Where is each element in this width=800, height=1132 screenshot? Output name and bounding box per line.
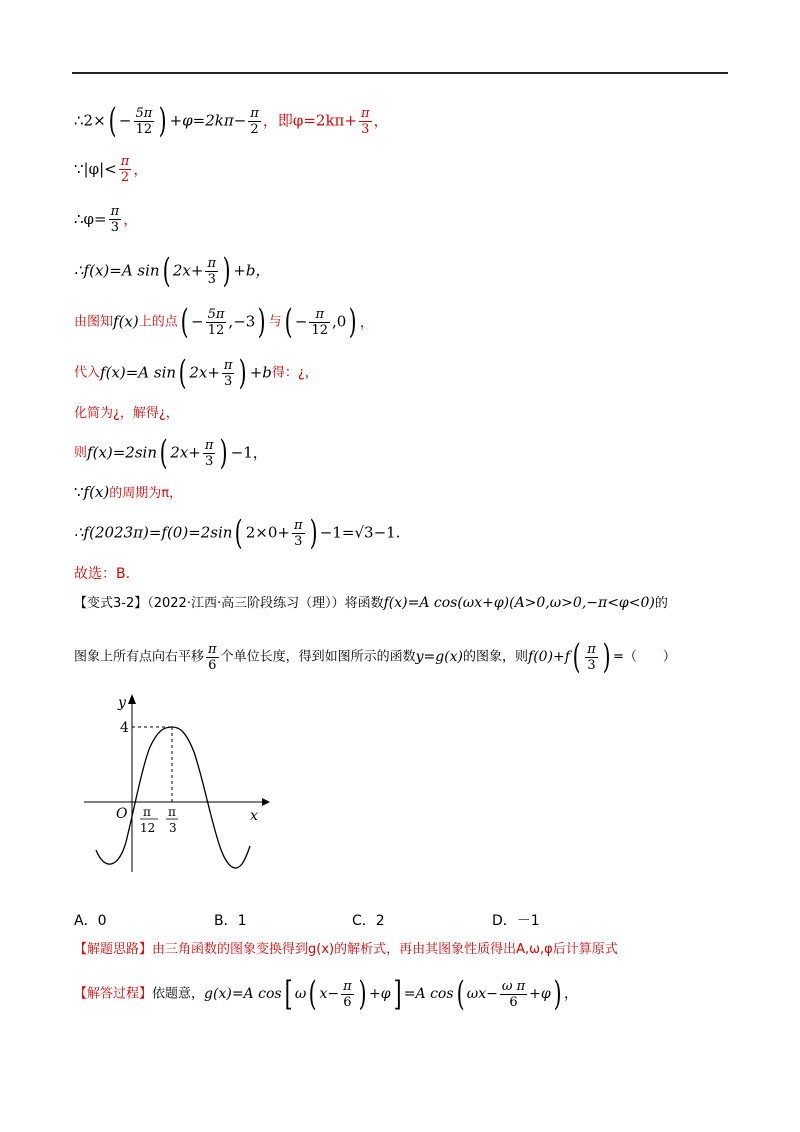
solution-text: f(x)=A sin [100, 363, 177, 382]
fraction: $\frac{\pi}{6}$ [208, 641, 217, 673]
fraction: $\frac{\pi}{3}$ [293, 517, 303, 549]
solution-red-text: ， [359, 312, 375, 331]
header-rule [72, 72, 728, 74]
fraction: $\frac{\pi}{3}$ [204, 437, 214, 469]
x-tick2-den: 3 [169, 821, 177, 835]
solution-text: ∴φ= [74, 210, 107, 228]
fraction: $\frac{\pi}{2}$ [250, 105, 259, 137]
solution-red-text: ， [133, 160, 149, 178]
solution-line-5: 由图知f(x)上的点( − $\frac{5\pi}{12}$ ,−3) 与( − $\frac{\pi}{12}$ ,0) ， [74, 302, 375, 342]
thought-line [74, 943, 618, 956]
solution-text: 2x+ [170, 443, 201, 462]
solution-red-text: 由图知 [74, 314, 114, 330]
choice-d[interactable]: D．－1 [492, 913, 540, 929]
fraction: $\frac{\pi}{3}$ [587, 641, 596, 673]
thought-tag: 【解题思路】 [74, 942, 153, 957]
solution-line-1: ∴2×( − $\frac{5\pi}{12}$ ) +φ=2kπ− $\frac{\pi}{2}$ ，即φ=2kπ+ $\frac{\pi}{3}$ ， [74, 101, 389, 141]
choice-a[interactable]: A．0 [74, 913, 107, 929]
variant-text: 个单位长度，得到如图所示的函数 [220, 649, 416, 665]
variant-function: f(x)=A cos(ωx+φ)(A>0,ω>0,−π<φ<0) [383, 595, 655, 611]
solution-text: +b， [233, 261, 271, 280]
fraction: $\frac{\pi}{2}$ [120, 154, 130, 185]
solution-line-6: 代入f(x)=A sin( 2x+ $\frac{\pi}{3}$ ) +b得：¿， [74, 353, 318, 393]
fraction: $\frac{\pi}{6}$ [343, 978, 352, 1010]
fraction: $\frac{\pi}{3}$ [223, 357, 233, 389]
sine-curve [96, 727, 250, 868]
variant-line-1 [74, 596, 668, 610]
process-math: ω [294, 986, 307, 1002]
solution-line-3 [74, 205, 138, 234]
solution-text: −1=√3−1. [319, 523, 401, 542]
solution-text: 2x+ [172, 261, 204, 280]
y-axis-label: y [118, 695, 126, 711]
variant-text: 图象上所有点向右平移 [74, 649, 205, 665]
fraction: $\frac{\pi}{3}$ [110, 204, 120, 235]
variant-text: 的图象，则 [463, 649, 529, 665]
process-math: +φ [529, 986, 551, 1002]
process-text: ， [563, 986, 578, 1002]
solution-text: 2×0+ [245, 523, 290, 542]
function-graph [74, 692, 274, 882]
solution-text: ∴f(2023π)=f(0)=2sin [74, 523, 233, 542]
variant-line-2: 图象上所有点向右平移 $\frac{\pi}{6}$ 个单位长度，得到如图所示的函数y=g(x)的图象，则f(0)+f( $\frac{\pi}{3}$ ) =（ ） [74, 637, 676, 677]
fraction: $\frac{\text{ω π}}{6}$ [501, 978, 526, 1010]
solution-text: ,0 [331, 312, 347, 331]
variant-text: y=g(x) [415, 649, 463, 665]
answer-line: 故选：B. [74, 566, 131, 582]
y-axis-arrow-icon [128, 694, 136, 704]
fraction: $\frac{5\pi}{12}$ [135, 105, 153, 137]
solution-text: f(x) [113, 312, 139, 331]
solution-text: −1， [230, 443, 268, 462]
solution-red-text: 得：¿， [271, 365, 318, 381]
x-axis-label: x [250, 808, 258, 824]
solution-red-text: ， [123, 210, 139, 228]
solution-red-text: 与 [268, 314, 282, 330]
variant-tag: 【变式3-2】 [74, 596, 148, 611]
solution-line-10: ∴f(2023π)=f(0)=2sin( 2×0+ $\frac{\pi}{3}$ ) −1=√3−1. [74, 513, 401, 553]
solution-text: ,−3 [228, 312, 256, 331]
variant-text: =（ ） [613, 649, 676, 665]
solution-text: f(x)=2sin [87, 443, 157, 462]
solution-red-text: 则 [74, 445, 88, 461]
thought-text: 由三角函数的图象变换得到g(x)的解析式，再由其图象性质得出A,ω,φ后计算原式 [152, 942, 618, 957]
solution-line-9 [74, 485, 182, 500]
x-axis-arrow-icon [262, 798, 270, 806]
process-tag: 【解答过程】 [74, 986, 153, 1002]
choice-c[interactable]: C．2 [352, 913, 385, 929]
solution-line-4: ∴f(x)=A sin( 2x+ $\frac{\pi}{3}$ ) +b， [74, 251, 271, 291]
fraction: $\frac{\pi}{3}$ [207, 255, 216, 287]
solution-text: ∴2× [74, 111, 106, 130]
solution-text: ∵|φ|< [74, 160, 117, 178]
solution-red-text: 的周期为π， [109, 486, 183, 501]
solution-red-text: ，即φ=2kπ+ [262, 111, 357, 130]
solution-text: +b [249, 363, 272, 382]
process-math: =A cos [403, 986, 454, 1002]
variant-source: （2022·江西·高三阶段练习（理））将函数 [147, 596, 384, 611]
solution-text: +φ=2kπ− [169, 111, 247, 130]
solution-line-8: 则f(x)=2sin( 2x+ $\frac{\pi}{3}$ ) −1， [74, 433, 268, 473]
solution-text: ∵ [74, 483, 84, 501]
variant-text: f(0)+f [528, 649, 570, 665]
x-tick1-den: 12 [140, 821, 156, 835]
solution-text: ∴f(x)=A sin [74, 261, 160, 280]
process-math: ωx− [466, 986, 498, 1002]
solution-red-text: ， [373, 111, 389, 130]
solution-red-text: 上的点 [138, 314, 178, 330]
process-math: +φ [368, 986, 391, 1002]
fraction: $\frac{5\pi}{12}$ [207, 306, 225, 338]
solution-line-7 [74, 405, 179, 420]
choice-b[interactable]: B．1 [214, 913, 247, 929]
process-text: 依题意， [152, 986, 205, 1002]
x-tick2-num: π [168, 805, 176, 819]
fraction: $\frac{\pi}{3}$ [360, 105, 370, 137]
solution-line-2 [74, 155, 148, 184]
solution-red-text: 化简为¿，解得¿， [74, 406, 179, 421]
process-math: g(x)=A cos [204, 986, 282, 1002]
variant-text: 的 [654, 596, 668, 611]
process-line: 【解答过程】依题意，g(x)=A cos[ ω( x− $\frac{\pi}{6}$ ) +φ] =A cos( ωx− $\frac{\text{ω π}}{6}$ +φ) ， [74, 974, 578, 1014]
solution-red-text: 代入 [74, 365, 101, 381]
solution-text: 2x+ [189, 363, 220, 382]
solution-text: f(x) [83, 483, 110, 501]
y-tick-max: 4 [120, 720, 129, 736]
process-math: x− [319, 986, 340, 1002]
origin-label: O [116, 806, 128, 822]
x-tick1-num: π [143, 805, 151, 819]
fraction: $\frac{\pi}{12}$ [311, 306, 328, 338]
